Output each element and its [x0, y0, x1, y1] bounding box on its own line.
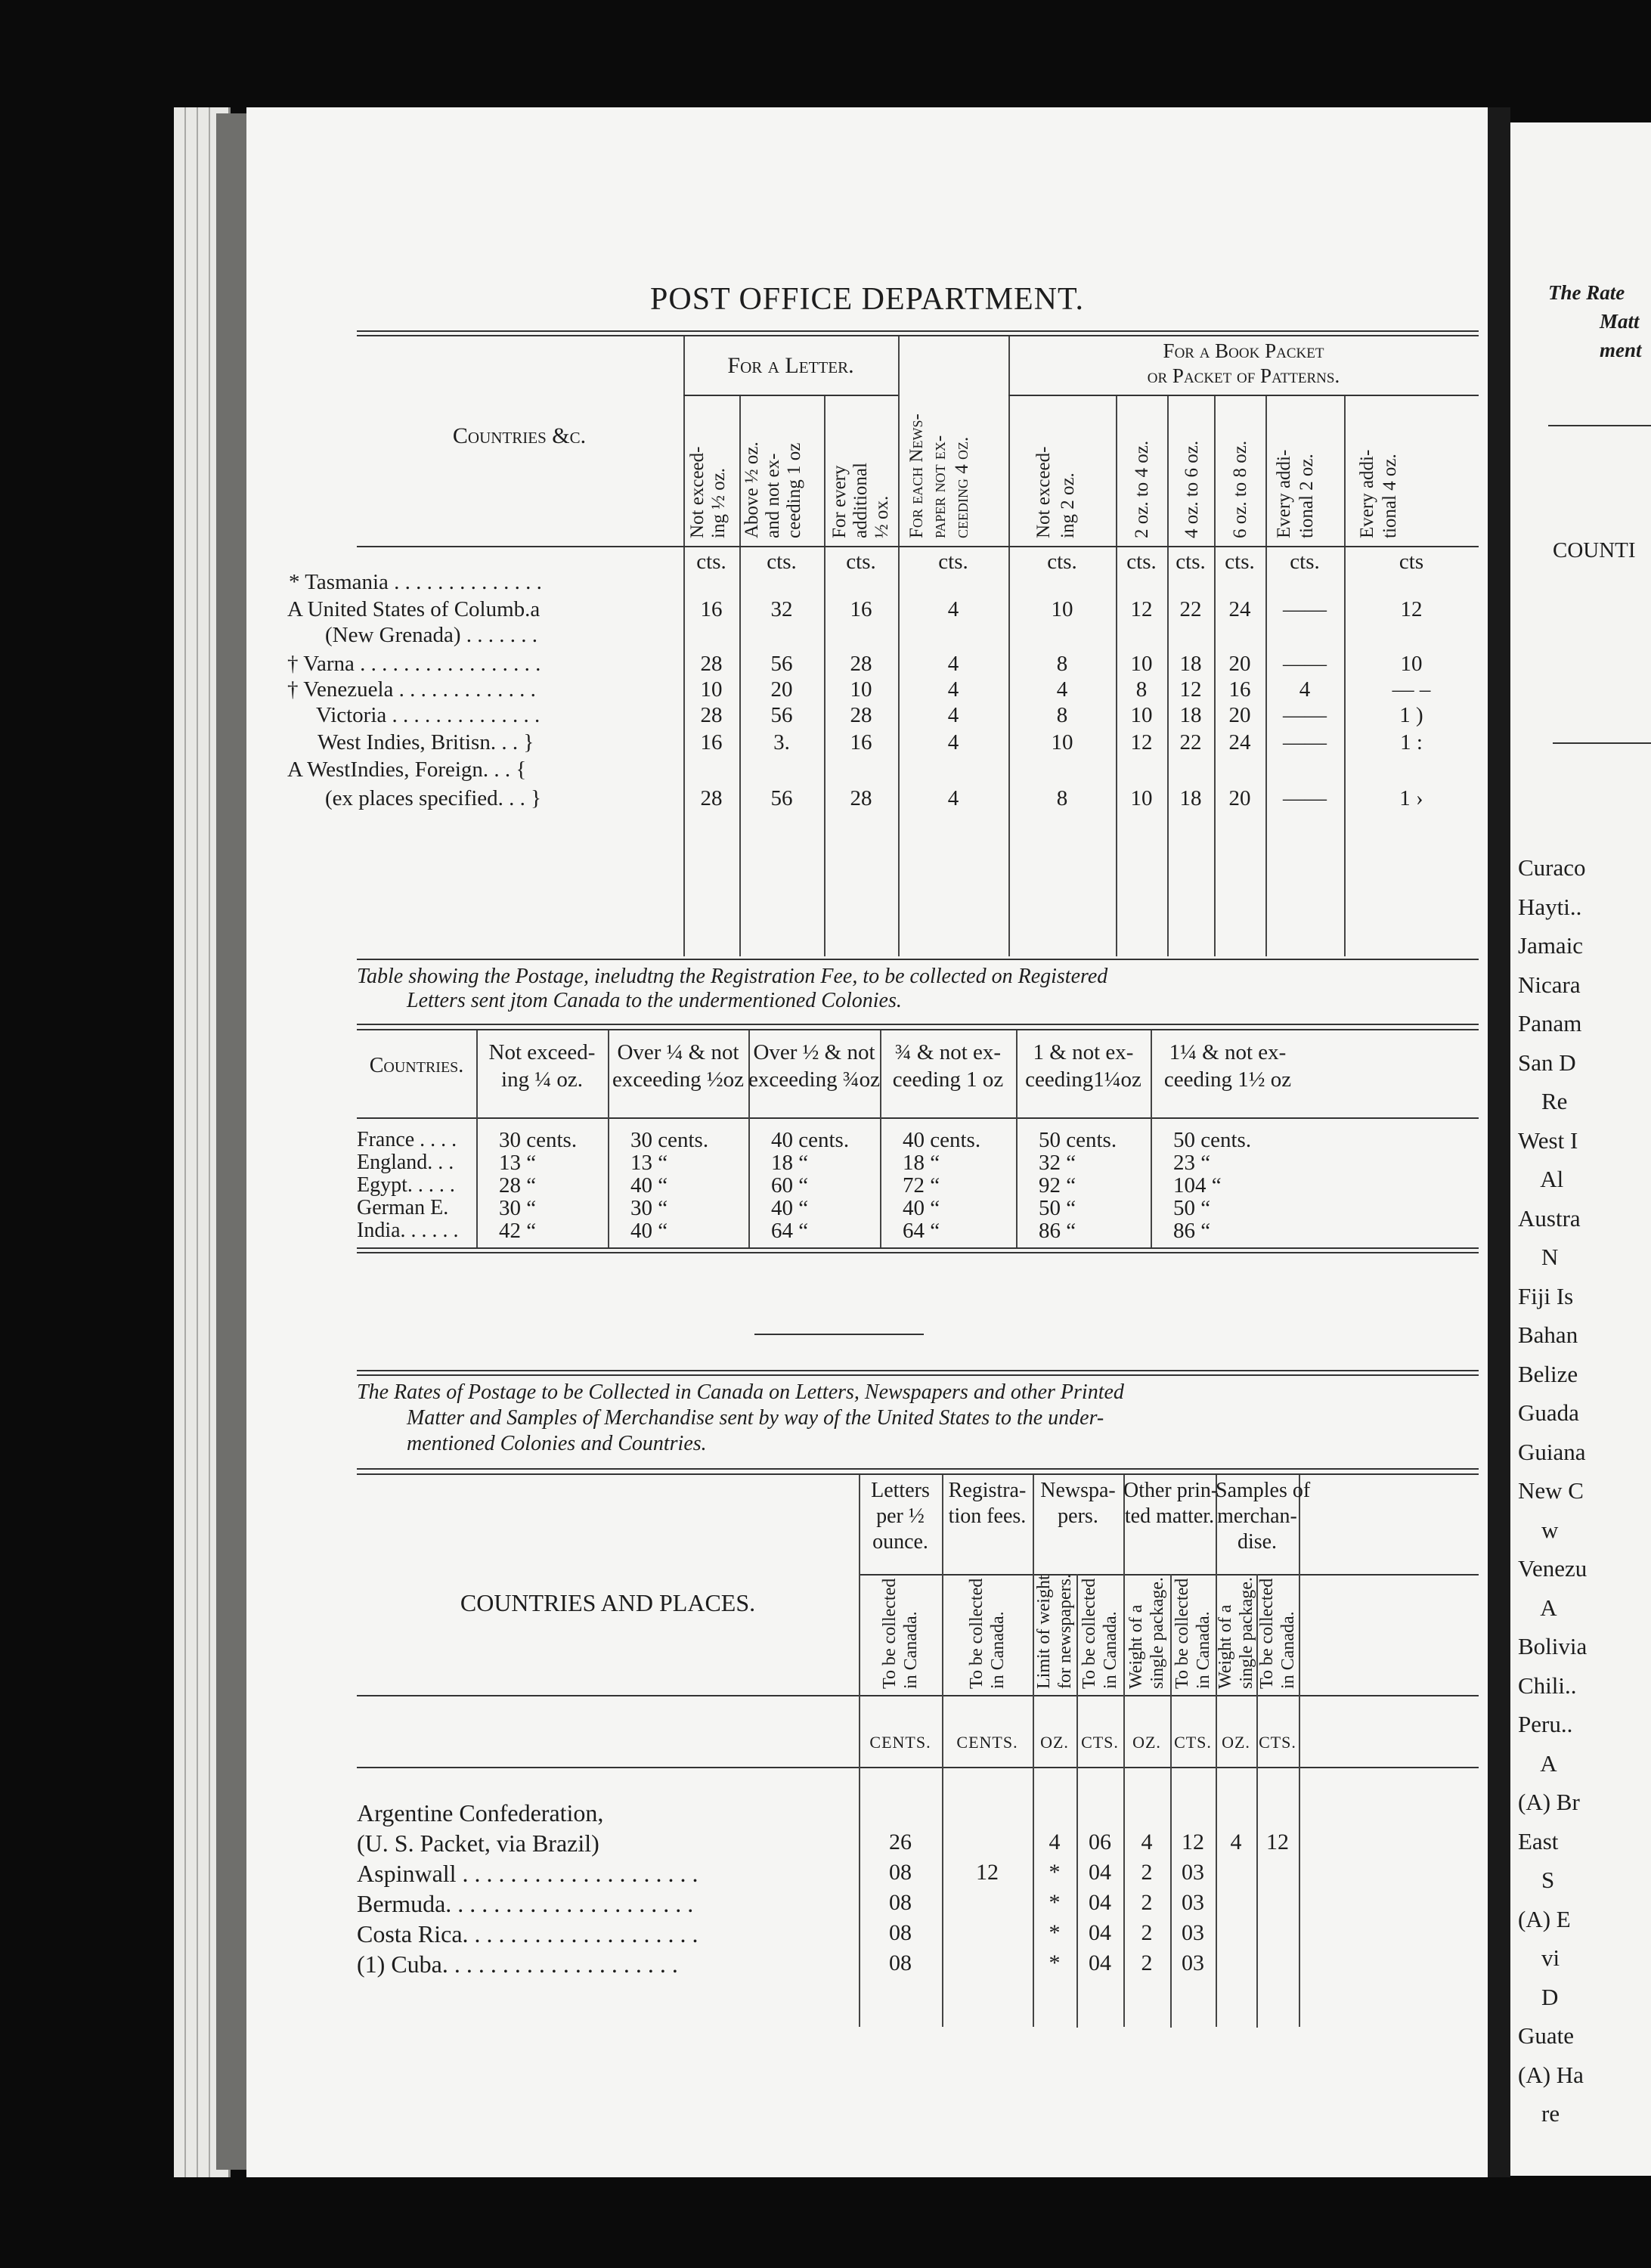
table3-group-header: Registra- — [948, 1479, 1027, 1502]
page-title: POST OFFICE DEPARTMENT. — [650, 282, 1084, 317]
table3-subheader: single package. — [1237, 1577, 1256, 1689]
table1-letter-group: For a Letter. — [727, 353, 854, 378]
table2-cell: 30 “ — [499, 1196, 537, 1220]
table3-row-name: Argentine Confederation, — [357, 1799, 604, 1826]
t1-col-header: ceeding 1 oz — [784, 442, 804, 538]
facing-page-line: Belize — [1518, 1360, 1578, 1387]
facing-page-line: w — [1518, 1516, 1559, 1543]
table1-row-name: Victoria . . . . . . . . . . . . . . — [316, 703, 541, 727]
table3-cell: 12 — [1182, 1830, 1204, 1854]
table1-book-group-2: or Packet of Patterns. — [1147, 364, 1340, 387]
table3-group-header: ted matter. — [1124, 1504, 1215, 1528]
table1-unit: cts. — [696, 550, 726, 574]
t1-col-header: For every — [829, 465, 850, 538]
table1-cell: 18 — [1179, 703, 1202, 727]
t1-col-header: Every addi- — [1357, 449, 1377, 538]
facing-page-line: New C — [1518, 1477, 1584, 1504]
facing-header-3: ment — [1600, 339, 1642, 361]
table1-cell: —— — [1283, 652, 1327, 676]
table2-header: ceeding 1½ oz — [1163, 1067, 1292, 1092]
table1-cell: 28 — [850, 652, 872, 676]
table1-cell: 16 — [850, 730, 872, 754]
table3-column-rule — [1299, 1475, 1300, 2027]
table1-country-header: Countries &c. — [452, 423, 587, 448]
t1-col-header: and not ex- — [763, 453, 783, 538]
table3-unit: CTS. — [1081, 1733, 1119, 1752]
table3-cell: * — [1049, 1950, 1061, 1975]
t1-col-header: 6 oz. to 8 oz. — [1230, 440, 1250, 538]
table3-cell: 08 — [889, 1890, 912, 1915]
caption3-line3: mentioned Colonies and Countries. — [407, 1432, 707, 1455]
table1-cell: 1 : — [1400, 730, 1423, 754]
table3-subheader: To be collected — [967, 1578, 987, 1689]
table3-cell: 2 — [1141, 1920, 1153, 1945]
table2-cell: 30 cents. — [630, 1128, 709, 1152]
table1-cell: 16 — [700, 730, 723, 754]
table3-group-header: dise. — [1237, 1530, 1278, 1554]
table3-group-header: Newspa- — [1040, 1479, 1116, 1502]
table3-group-header: Other prin- — [1123, 1479, 1219, 1502]
table2-header: exceeding ¾oz — [748, 1067, 880, 1092]
table1-newspaper-header-2: paper not ex- — [929, 435, 949, 538]
facing-column-header: COUNTI — [1553, 538, 1636, 562]
table1-cell: 56 — [770, 703, 793, 727]
table1-book-group-1: For a Book Packet — [1163, 339, 1324, 362]
table1-row-name: (ex places specified. . . } — [325, 786, 542, 810]
table1-cell: 10 — [1051, 730, 1073, 754]
table1-cell: —— — [1283, 703, 1327, 727]
table3-group-header: Samples of — [1216, 1479, 1311, 1502]
table1-cell: 8 — [1056, 703, 1068, 727]
table3-row-name: (U. S. Packet, via Brazil) — [357, 1830, 599, 1857]
table3-cell: 06 — [1089, 1830, 1111, 1854]
table3-group-header: tion fees. — [948, 1504, 1027, 1528]
t1-col-header: Not exceed- — [687, 446, 708, 538]
table3-group-header: merchan- — [1217, 1504, 1297, 1528]
table2-cell: 42 “ — [499, 1219, 537, 1243]
table2-cell: 50 “ — [1173, 1196, 1211, 1220]
t1-col-header: Every addi- — [1274, 449, 1294, 538]
table3-cell: 03 — [1182, 1920, 1204, 1945]
table2-row-name: India. . . . . . — [357, 1219, 459, 1242]
table1-unit: cts. — [1047, 550, 1077, 574]
table2-row-name: Egypt. . . . . — [357, 1173, 455, 1197]
table3-cell: * — [1049, 1890, 1061, 1915]
left-page — [246, 107, 1488, 2177]
facing-page-line: Chili.. — [1518, 1672, 1577, 1699]
table1-cell: 28 — [850, 703, 872, 727]
table1-unit: cts. — [1225, 550, 1255, 574]
table1-cell: 18 — [1179, 786, 1202, 810]
table2-header: Countries. — [369, 1054, 464, 1077]
facing-page-line: Bahan — [1518, 1321, 1578, 1348]
table1-cell: 20 — [770, 677, 793, 702]
table1-cell: 32 — [770, 597, 793, 621]
table3-unit: OZ. — [1222, 1733, 1250, 1752]
table3-cell: 08 — [889, 1920, 912, 1945]
facing-page-line: Fiji Is — [1518, 1282, 1574, 1309]
table1-row-name: A United States of Columb.a — [287, 597, 541, 621]
table3-cell: 04 — [1089, 1950, 1111, 1975]
facing-page-line: Panam — [1518, 1010, 1582, 1036]
table3-group-header: ounce. — [872, 1530, 928, 1554]
table3-subheader: To be collected — [1257, 1578, 1277, 1689]
t1-col-header: tional 4 oz. — [1380, 454, 1400, 538]
facing-page-line: Nicara — [1518, 971, 1581, 998]
table1-unit: cts — [1399, 550, 1424, 574]
table2-cell: 72 “ — [903, 1173, 940, 1198]
table1-unit: cts. — [1290, 550, 1320, 574]
table1-unit: cts. — [846, 550, 876, 574]
table1-cell: 4 — [947, 677, 959, 702]
table2-cell: 32 “ — [1039, 1151, 1076, 1175]
table1-cell: 1 › — [1399, 786, 1423, 810]
t1-col-header: Above ½ oz. — [742, 442, 762, 538]
facing-page-line: Guada — [1518, 1399, 1579, 1426]
table1-cell: 28 — [700, 703, 723, 727]
table3-subheader: To be collected — [1080, 1578, 1099, 1689]
table2-cell: 28 “ — [499, 1173, 537, 1198]
table1-row-name: (New Grenada) . . . . . . . — [325, 623, 538, 647]
facing-page-line: San D — [1518, 1049, 1576, 1076]
table1-cell: 4 — [947, 597, 959, 621]
t1-col-header: 2 oz. to 4 oz. — [1132, 440, 1152, 538]
table3-cell: 04 — [1089, 1890, 1111, 1915]
table1-cell: 10 — [1130, 703, 1153, 727]
table1-newspaper-header-1: For each News- — [906, 414, 927, 538]
table1-cell: 4 — [947, 703, 959, 727]
table1-cell: 12 — [1179, 677, 1202, 702]
table1-cell: 8 — [1056, 786, 1068, 810]
table1-cell: 24 — [1228, 730, 1251, 754]
caption2-line2: Letters sent jtom Canada to the undermentioned Colonies. — [407, 989, 902, 1012]
table1-cell: 16 — [1228, 677, 1251, 702]
table1-cell: 28 — [700, 786, 723, 810]
facing-page-line: Al — [1518, 1166, 1564, 1192]
table3-subheader: To be collected — [880, 1578, 900, 1689]
table3-cell: 08 — [889, 1950, 912, 1975]
table2-header: 1 & not ex- — [1033, 1040, 1134, 1064]
table2-cell: 92 “ — [1039, 1173, 1076, 1198]
table3-unit: OZ. — [1040, 1733, 1069, 1752]
table1-cell: 10 — [1130, 652, 1153, 676]
table3-row-name: (1) Cuba. . . . . . . . . . . . . . . . . . . . — [357, 1950, 678, 1978]
table3-unit: CENTS. — [869, 1733, 931, 1752]
table1-newspaper-header-3: ceeding 4 oz. — [952, 436, 972, 538]
facing-page-line: A — [1518, 1749, 1557, 1777]
table1-cell: 22 — [1179, 597, 1202, 621]
table2-cell: 13 “ — [630, 1151, 668, 1175]
table3-cell: 4 — [1049, 1830, 1061, 1854]
table3-cell: 2 — [1141, 1950, 1153, 1975]
caption2-line1: Table showing the Postage, ineludtng the Registration Fee, to be collected on Registered — [357, 965, 1108, 988]
table2-cell: 64 “ — [903, 1219, 940, 1243]
table3-subheader: in Canada. — [988, 1611, 1008, 1689]
table3-subheader: Limit of weight — [1034, 1575, 1054, 1689]
table3-unit: CTS. — [1259, 1733, 1296, 1752]
table3-subheader: for newspapers. — [1055, 1574, 1075, 1689]
table2-header: ¾ & not ex- — [894, 1040, 1002, 1064]
table2-cell: 23 “ — [1173, 1151, 1211, 1175]
table1-unit: cts. — [1176, 550, 1206, 574]
facing-header-2: Matt — [1600, 310, 1640, 333]
table3-cell: * — [1049, 1920, 1061, 1945]
table1-cell: 4 — [1056, 677, 1068, 702]
table1-row-name: * Tasmania . . . . . . . . . . . . . . — [289, 570, 542, 594]
t1-col-header: 4 oz. to 6 oz. — [1182, 440, 1202, 538]
facing-page-line: D — [1518, 1983, 1559, 2010]
table2-header: Over ½ & not — [753, 1040, 875, 1064]
table3-row-name: Bermuda. . . . . . . . . . . . . . . . . . . . . — [357, 1890, 694, 1917]
table2-cell: 30 “ — [630, 1196, 668, 1220]
facing-page-line: (A) E — [1518, 1905, 1571, 1932]
table1-cell: 20 — [1228, 786, 1251, 810]
t1-col-header: Not exceed- — [1033, 446, 1054, 538]
table1-cell: 1 ) — [1399, 703, 1423, 727]
table1-cell: 12 — [1130, 730, 1153, 754]
book-spine — [216, 113, 246, 2170]
table3-subheader: in Canada. — [901, 1611, 921, 1689]
table3-subheader: Weight of a — [1126, 1604, 1146, 1689]
table3-cell: 2 — [1141, 1860, 1153, 1885]
table2-cell: 86 “ — [1173, 1219, 1211, 1243]
table2-row-name: France . . . . — [357, 1128, 457, 1151]
table3-subheader: Weight of a — [1216, 1604, 1235, 1689]
table3-subheader: in Canada. — [1278, 1611, 1298, 1689]
t1-col-header: ing ½ oz. — [708, 467, 729, 538]
table2-cell: 50 cents. — [1173, 1128, 1252, 1152]
table2-cell: 40 cents. — [903, 1128, 981, 1152]
table3-cell: 08 — [889, 1860, 912, 1885]
table2-cell: 104 “ — [1173, 1173, 1222, 1198]
table2-cell: 18 “ — [771, 1151, 809, 1175]
table1-cell: —— — [1283, 597, 1327, 621]
t1-col-header: tional 2 oz. — [1296, 454, 1317, 538]
table2-header: ceeding1¼oz — [1025, 1067, 1141, 1092]
table3-cell: 4 — [1141, 1830, 1153, 1854]
table3-cell: 04 — [1089, 1860, 1111, 1885]
table3-cell: 12 — [1266, 1830, 1289, 1854]
table1-cell: 12 — [1400, 597, 1423, 621]
facing-page-line: Re — [1518, 1088, 1568, 1114]
table2-row-name: German E. — [357, 1196, 449, 1219]
table3-cell: 12 — [976, 1860, 999, 1885]
table2-cell: 13 “ — [499, 1151, 537, 1175]
table1-cell: 16 — [850, 597, 872, 621]
t1-col-header: ½ ox. — [872, 495, 892, 538]
table3-row-name: Aspinwall . . . . . . . . . . . . . . . . . . . . — [357, 1860, 698, 1887]
table3-cell: 26 — [889, 1830, 912, 1854]
table3-group-header: pers. — [1058, 1504, 1098, 1528]
caption3-line2: Matter and Samples of Merchandise sent by way of the United States to the under- — [407, 1406, 1104, 1430]
table1-cell: 10 — [700, 677, 723, 702]
table1-cell: 16 — [700, 597, 723, 621]
table3-cell: 03 — [1182, 1890, 1204, 1915]
table2-cell: 40 cents. — [771, 1128, 850, 1152]
table2-header: 1¼ & not ex- — [1169, 1040, 1287, 1064]
gutter — [1488, 107, 1510, 2177]
table1-cell: 12 — [1130, 597, 1153, 621]
table3-unit: CTS. — [1174, 1733, 1212, 1752]
table1-cell: 22 — [1179, 730, 1202, 754]
table3-row-name: Costa Rica. . . . . . . . . . . . . . . . . . . . — [357, 1920, 698, 1947]
table1-row-name: † Varna . . . . . . . . . . . . . . . . . — [287, 652, 541, 676]
table3-subheader: To be collected — [1172, 1578, 1192, 1689]
table1-cell: 10 — [1400, 652, 1423, 676]
table1-cell: 56 — [770, 786, 793, 810]
table2-header: exceeding ½oz — [612, 1067, 744, 1092]
table2-cell: 40 “ — [771, 1196, 809, 1220]
table2-header: ceeding 1 oz — [892, 1067, 1004, 1092]
table1-row-name: † Venezuela . . . . . . . . . . . . . — [287, 677, 536, 702]
t1-col-header: additional — [850, 463, 871, 538]
table2-cell: 64 “ — [771, 1219, 809, 1243]
facing-page-line: A — [1518, 1594, 1557, 1621]
table1-row-name: West Indies, Britisn. . . } — [318, 730, 534, 754]
table3-unit: CENTS. — [956, 1733, 1018, 1752]
table1-cell: 20 — [1228, 652, 1251, 676]
facing-page-line: East — [1518, 1827, 1559, 1854]
table1-cell: 8 — [1135, 677, 1148, 702]
facing-page-line: Hayti.. — [1518, 893, 1582, 920]
facing-page-line: S — [1518, 1867, 1555, 1893]
table2-cell: 50 “ — [1039, 1196, 1076, 1220]
facing-page-line: Peru.. — [1518, 1711, 1573, 1737]
t1-col-header: ing 2 oz. — [1058, 472, 1078, 538]
table1-cell: 28 — [850, 786, 872, 810]
facing-page-line: West I — [1518, 1126, 1578, 1154]
table2-cell: 30 cents. — [499, 1128, 578, 1152]
table1-cell: 4 — [947, 730, 959, 754]
facing-page-line: vi — [1518, 1944, 1560, 1971]
table2-row-name: England. . . — [357, 1151, 454, 1174]
table2-cell: 60 “ — [771, 1173, 809, 1198]
table2-cell: 40 “ — [903, 1196, 940, 1220]
table3-cell: 2 — [1141, 1890, 1153, 1915]
table1-cell: 10 — [1130, 786, 1153, 810]
table1-cell: 56 — [770, 652, 793, 676]
table1-cell: 3. — [773, 730, 790, 754]
facing-page-line: Bolivia — [1518, 1633, 1588, 1659]
table1-unit: cts. — [1126, 550, 1157, 574]
table1-cell: 4 — [947, 786, 959, 810]
caption3-line1: The Rates of Postage to be Collected in Canada on Letters, Newspapers and other Printed — [357, 1380, 1124, 1404]
table1-cell: —— — [1283, 786, 1327, 810]
table1-cell: —— — [1283, 730, 1327, 754]
facing-page-line: Guiana — [1518, 1438, 1586, 1465]
table1-row-name: A WestIndies, Foreign. . . { — [287, 758, 527, 782]
table3-subheader: in Canada. — [1101, 1611, 1120, 1689]
table3-unit: OZ. — [1132, 1733, 1161, 1752]
facing-page-line: N — [1518, 1244, 1559, 1270]
table1-cell: 10 — [1051, 597, 1073, 621]
table1-cell: — – — [1392, 677, 1431, 702]
facing-page-line: Guate — [1518, 2022, 1575, 2049]
facing-header-1: The Rate — [1548, 281, 1625, 304]
table1-cell: 20 — [1228, 703, 1251, 727]
facing-page-line: Venezu — [1518, 1555, 1588, 1582]
facing-page-line: (A) Ha — [1518, 2061, 1584, 2088]
facing-page-line: Curaco — [1518, 854, 1586, 881]
table1-cell: 24 — [1228, 597, 1251, 621]
table2-cell: 86 “ — [1039, 1219, 1076, 1243]
table3-cell: 03 — [1182, 1950, 1204, 1975]
table1-cell: 28 — [700, 652, 723, 676]
table2-cell: 40 “ — [630, 1173, 668, 1198]
table1-unit: cts. — [938, 550, 968, 574]
table2-header: Not exceed- — [488, 1040, 596, 1064]
right-page-edge — [1510, 122, 1651, 2176]
table2-header: Over ¼ & not — [617, 1040, 739, 1064]
table1-cell: 4 — [947, 652, 959, 676]
facing-page-line: Jamaic — [1518, 932, 1584, 959]
facing-page-line: (A) Br — [1518, 1789, 1580, 1815]
table3-cell: 04 — [1089, 1920, 1111, 1945]
table1-cell: 4 — [1299, 677, 1311, 702]
facing-page-line: Austra — [1518, 1204, 1581, 1232]
facing-page-line: re — [1518, 2100, 1560, 2127]
table1-cell: 8 — [1056, 652, 1068, 676]
table2-cell: 18 “ — [903, 1151, 940, 1175]
table3-group-header: Letters — [871, 1479, 930, 1502]
table2-header: ing ¼ oz. — [501, 1067, 583, 1092]
table3-cell: 4 — [1230, 1830, 1242, 1854]
table3-subheader: in Canada. — [1194, 1611, 1213, 1689]
table1-cell: 10 — [850, 677, 872, 702]
table3-country-header: COUNTRIES AND PLACES. — [460, 1589, 756, 1616]
table1-cell: 18 — [1179, 652, 1202, 676]
table3-cell: * — [1049, 1860, 1061, 1885]
table3-subheader: single package. — [1148, 1577, 1167, 1689]
table2-cell: 50 cents. — [1039, 1128, 1117, 1152]
table3-group-header: per ½ — [876, 1504, 925, 1528]
table3-cell: 03 — [1182, 1860, 1204, 1885]
table1-unit: cts. — [767, 550, 797, 574]
table2-cell: 40 “ — [630, 1219, 668, 1243]
